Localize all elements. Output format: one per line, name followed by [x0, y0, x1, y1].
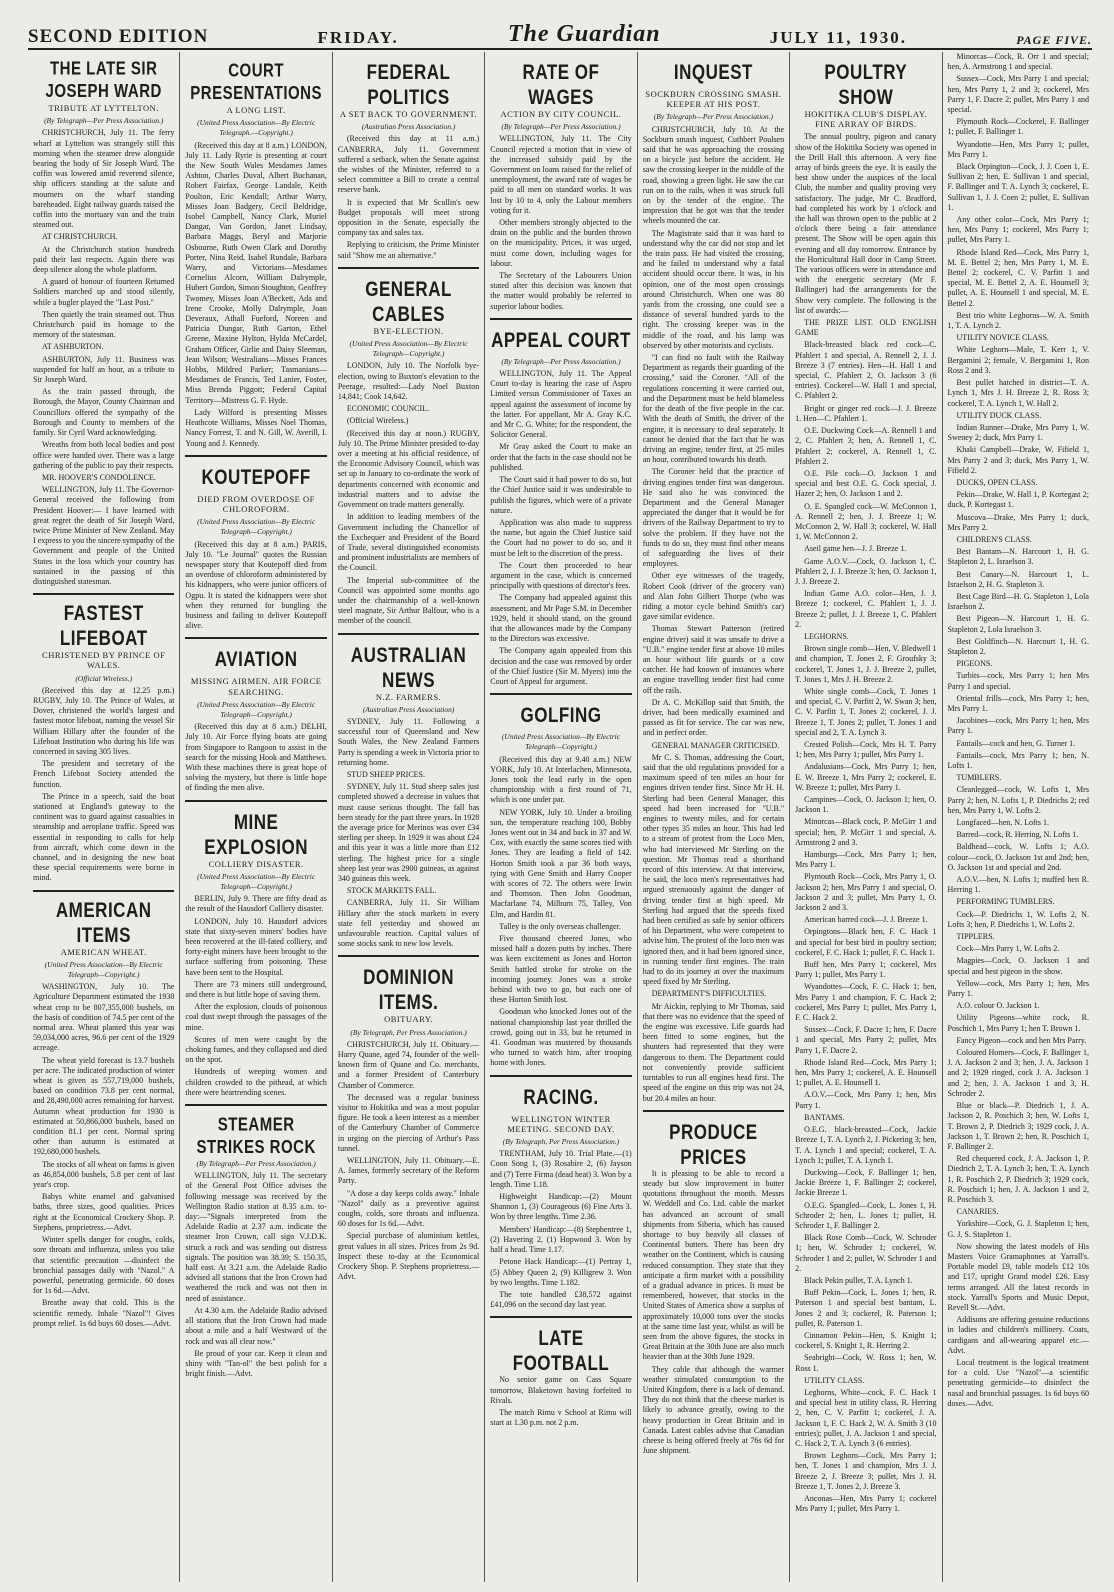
article-paragraph: Mr C. S. Thomas, addressing the Court, said that the old regulations provided for a maximum speed of ten miles an hour for engines driven tender first. Since Mr H. H. Sterling had been General Manager, this speed had been increased for "U.B." engines to twenty miles, and for certain other types 35 miles an hour. This had led to a stream of protest from the Loco Men, who had interviewed Mr Sterling on the question. Mr Thomas read a shorthand record of this interview. At that interview, he said, the loco men's representatives had argued strenuously against the danger of driving tender first at high speed. Mr Sterling had argued that the speeds fixed had been certified as safe by senior officers of his Department, who were competent to advise him. The protest of the loco men was ignored then, and it had been ignored since, in running tender first engines. The train had to do its journey at over the maximum speed fixed by Mr Sterling. — [642, 752, 785, 987]
day-label: FRIDAY. — [317, 28, 399, 47]
article-paragraph: CANBERRA, July 11. Sir William Hillary after the stock markets in every state fell yesterday and showed an unfavourable reaction. Capital values of some stocks sank to new low levels. — [337, 898, 480, 949]
article-paragraph: (Received this day at 8 a.m.) LONDON, July 11. Lady Ryrie is presenting at court the New South Wales Mesdames James Ashton, Charles Duval, Albert Buchanan, Robert Fairfax, George Landale, Keith Poulton, Eric Kendall; Arthur Warry, Misses Joan Badgery, Cecil Beldridge, Isobel Campbell, Nancy Clark, Muriel Dangar, Van Gordon, Janet Lindsay, Barbara Maggs, Beryl and Marjorie Osbourne, Ruth Owen Clark and Dorothy Porter, Nina Reid, Isabel Rundale, Barbara Warry, and Victorians—Mesdames Cornelius Alcorn, William Dalrymple, Hubert Gordon, Simon Stoughton, Geoffrey Twomey, Misses Joan A'Beckett, Ada and Irene Crooke, Molly Dalrymple, Joan Deveraux, Athall Fueford, Noreen and Patricia Dungar, Ruth Garton, Ethel Greene, Maxine Hylton, Hylda McCardel, Graham Officer, Girlie and Daisy Sleeman, Jean Wilson; Westralians—Misses Frances Hobbs, Mildred Parker; Tasmanians—Mesdames de Francis, Ted Lanier, Foster, Miss Brenda Piggott; Federal Capital Territory—Mistress G. F. Hyde. — [185, 140, 327, 405]
article — [948, 52, 1089, 1409]
article-paragraph: Black Rose Comb—Cock, W. Schroder 1; hen, W. Schroder 1; cockerel, W. Schroder 1 and 2; pullet, W. Schroder 1 and 2. — [795, 1233, 937, 1273]
article-paragraph: NEW YORK, July 10. Under a broiling sun, the temperature reaching 100, Bobby Jones went out in 34 and back in 37 and W. Cox, with exactly the same scores tied with Jones. They are leading a field of 142. Horton Smith took a par 36 both ways, tying with Gene Smith and Harry Cooper with scores of 72. The others were Irwin and Thomson. Then John Goodman, Macfarlane 74, Milburn 75, Talley, Von Elm, and Hardin 81. — [490, 807, 632, 919]
article-paragraph: TRENTHAM, July 10. Trial Plate.—(1) Coon Song 1, (3) Rosabire 2, (6) Jayson and (7) Terre Firma (dead heat) 3. Won by a length. Time 1.18. — [490, 1149, 632, 1189]
article-paragraph: As the train passed through, the Borough, the Mayor, County Chairman and Councillors offered the sympathy of the Borough and County to members of the family. Sir Cyril Ward acknowledging. — [33, 387, 175, 438]
article-subhead: HOKITIKA CLUB'S DISPLAY. FINE ARRAY OF BIRDS. — [804, 109, 928, 130]
article-paragraph: "A dose a day keeps colds away." Inhale "Nazol" daily as a preventive against coughs, colds, sore throats and influenza. 60 doses for 1s 6d.—Advt. — [337, 1188, 480, 1229]
article-paragraph: Indian Game A.O. color—Hen, J. J. Breeze 1; cockerel, C. Pfahlert 1, J. J. Breeze 2; pullet, J. J. Breeze 1, C. Pfahlert 2. — [795, 589, 937, 629]
article-paragraph: Andalusians—Cock, Mrs Parry 1; hen, E. W. Breeze 1, Mrs Parry 2; cockerel, E. W. Breeze 1; pullet, Mrs Parry 1. — [795, 762, 937, 792]
article-paragraph: Best Cage Bird—H. G. Stapleton 1, Lola Israelson 2. — [947, 591, 1089, 612]
article-paragraph: White single comb—Cock, T. Jones 1 and special, C. V. Parfitt 2, W. Swan 3; hen, C. V. Parfitt 1, T. Jones 2; cockerel, J. J. Breeze 1, T. Jones 2; pullet, T. Jones 1 and special and 2, T. A. Lynch 3. — [795, 686, 937, 737]
article-paragraph: Buff Pekin—Cock, L. Jones 1; hen, R. Paterson 1 and special best bantam, L. Jones 2 and 3; cockerel, R. Paterson 1; pullet, R. Paterson 1. — [795, 1288, 937, 1328]
article-paragraph: Muscova—Drake, Mrs Parry 1; duck, Mrs Parry 2. — [947, 512, 1089, 532]
article-subhead: WELLINGTON WINTER MEETING. SECOND DAY. — [507, 1113, 615, 1134]
article-paragraph: The wheat yield forecast is 13.7 bushels per acre. The indicated production of winter wheat is given as 557,719,000 bushels, based on condition 73.8 per cent normal, and 28,490,000 acres remaining for harvest. Autumn wheat production for 1930 is estimated at 50,866,000 bushels, based on condition 81.1 per cent. Normal spring other than autumn is estimated at 192,680,000 bushels. — [33, 1055, 175, 1157]
article-paragraph: Baldhead—cock, W. Lofts 1; A.O. colour—cock, O. Jackson 1st and 2nd; hen, O. Jackson 1st and special and 2nd. — [947, 842, 1089, 872]
newspaper-column — [28, 52, 180, 1582]
article-paragraph: The Prince in a speech, said the boat stationed at England's gateway to the continent was to guard against casualties in steamship and aeroplane traffic. Speed was essential in responding to calls for help from aircraft, which come down in the channel, and in designing the new boat these special requirements were borne in mind. — [33, 791, 175, 883]
article-paragraph: UTILITY DUCK CLASS. — [956, 410, 1042, 420]
article-paragraph: Local treatment is the logical treatment for a cold. Use "Nazol"—a scientific penetrating germicide—to disinfect the nasal and bronchial passages. 1s 6d buys 60 doses.—Advt. — [947, 1357, 1089, 1408]
article-paragraph: Petone Hack Handicap:—(1) Pertray 1, (5) Abbey Queen 2, (9) Killigrew 3. Won by two lengths. Time 1.182. — [490, 1257, 632, 1287]
article-paragraph: Dr A. C. McKillop said that Smith, the driver, had been medically examined and passed as fit for service. The car was new, and in perfect order. — [642, 697, 785, 738]
article-paragraph: CHILDREN'S CLASS. — [956, 534, 1032, 544]
article-paragraph: The match Rimu v School at Rimu will start at 1.30 p.m. not 2 p.m. — [490, 1407, 632, 1428]
article-paragraph: THE PRIZE LIST. OLD ENGLISH GAME — [795, 318, 937, 338]
article-paragraph: Minorcas—Cock, R. Orr 1 and special; hen, A. Armstrong 1 and special. — [947, 52, 1089, 72]
article-paragraph: At 4.30 a.m. the Adelaide Radio advised all stations that the Iron Crown had made about a mile and a half Westward of the rock and was all clear now." — [185, 1305, 327, 1346]
article-divider — [490, 318, 631, 320]
article-subhead: OBITUARY. — [384, 1014, 434, 1025]
article-credit: (By Telegraph—Per Press Association.) — [44, 116, 164, 126]
article-paragraph: Oriental frills—cock, Mrs Parry 1; hen, Mrs Parry 1. — [947, 693, 1089, 713]
article-paragraph: The deceased was a regular business visitor to Hokitika and was a most popular figure. He took a keen interest as a member of the Canterbury Chamber of Commerce in urging on the piercing of Arthur's Pass tunnel. — [337, 1092, 480, 1153]
article-paragraph: Khaki Campbell—Drake, W. Fifield 1, Mrs Parry 2 and 3; duck, Mrs Parry 1, W. Fifield 2. — [947, 445, 1089, 475]
article-paragraph: It is pleasing to be able to record a steady but slow improvement in butter quotations throughout the month. Messrs W. Weddell and Co. Ltd. cable the market has advanced an account of small shipments from Siberia, which has caused shortage to buy heavily all classes of Continental butters. There has been dry weather on the Continent, which is causing reduced consumption. They state that they anticipate a firm market with a possibility of a gradual advance in prices. It must be remembered, however, that stocks in the United States of America show a surplus of approximately 10,000 tons over the stocks at the same time last year, whilst as will be seen from the above figures, the stocks in Great Britain at the 30th June are also much heavier than at the 30th June 1929. — [642, 1168, 785, 1362]
article — [185, 1104, 326, 1379]
article-paragraph: American barred cock—J. J. Breeze 1. — [804, 915, 928, 925]
article-paragraph: Highweight Handicap:—(2) Mount Shannon 1, (3) Courageous (6) Fine Arts 3. Won by three lengths. Time 2.36. — [490, 1192, 632, 1222]
article-headline: AUSTRALIAN NEWS — [350, 642, 467, 692]
article-paragraph: SYDNEY, July 11. Following a successful tour of Queensland and New South Wales, the New Zealand Farmers Party is spending a week in Victoria prior to returning home. — [337, 716, 480, 767]
article-paragraph: The Secretary of the Labourers Union stated after this decision was known that the matter would probably be referred to superior labour bodies. — [490, 271, 632, 311]
article-paragraph: Mr Gray asked the Court to make an order that the facts in the case should not be published. — [490, 442, 632, 472]
edition-label: SECOND EDITION — [28, 26, 209, 47]
newspaper-column — [485, 52, 637, 1582]
article-credit: (United Press Association—By Electric Telegraph—Copyright.) — [197, 871, 316, 891]
article-headline: GOLFING — [520, 703, 602, 727]
article-paragraph: Utility Pigeons—white cock, R. Poschich 1, Mrs Parry 1; hen T. Brown 1. — [947, 1013, 1089, 1033]
article-paragraph: Lady Wilford is presenting Misses Heathcote Williams, Misses Noel Thomas, Nancy Forrest, T. and N. Gill, W. Averill, I. Young and J. Kennedy. — [185, 407, 327, 448]
article-paragraph: After the explosion, clouds of poisonous coal dust swept through the passages of the mine. — [185, 1002, 327, 1032]
article-paragraph: Wreaths from both local bodies and post office were handed over. There was a large gathering of the public to pay their respects. — [33, 440, 175, 470]
article-paragraph: Blue or black—P. Diedrich 1, J. A. Jackson 2, R. Poschich 3; hen, W. Lofts 1, T. Brown 2, P. Diedrich 3; 1929 cock, J. A. Jackson 1, T. Brown 2; hen, R. Poschich 1, F. Ballinger 2. — [947, 1101, 1089, 1151]
article-paragraph: The Magistrate said that it was hard to understand why the car did not stop and let the train pass. He had visited the crossing, and he failed to understand why a fatal accident should occur there. It was, in his opinion, one of the most open crossings around Christchurch. When one was 80 yards from the crossing, one could see a distance of several hundred yards to the right. The crossing keeper was in the middle of the road, and his lamp was observed by other motorists and cyclists. — [642, 228, 785, 350]
article-paragraph: WELLINGTON, July 11. The Governor-General received the following from President Hoover:— I have learned with great regret the death of Sir Joseph Ward, twice Prime Minister of New Zealand. May I express to you the sincere sympathy of the Government and people of the United States in the loss which your country has sustained in the passing of this distinguished statesman. — [33, 485, 175, 586]
article-divider — [490, 1316, 631, 1318]
article-headline: RACING. — [523, 1084, 599, 1109]
article-credit: (By Telegraph, Per Press Association.) — [350, 1027, 467, 1037]
article-credit: (United Press Association—By Electric Telegraph—Copyright.) — [349, 339, 468, 359]
article-paragraph: (Received this day at 9.40 a.m.) NEW YORK, July 10. At Interlachen, Minnesota, Jones took the lead early in the open championship with a first round of 71, which is one under par. — [490, 754, 632, 805]
article-credit: (By Telegraph—Per Press Association.) — [653, 112, 774, 122]
article-paragraph: ECONOMIC COUNCIL. — [346, 404, 430, 414]
article — [33, 593, 174, 883]
article-divider — [338, 633, 479, 635]
article-paragraph: Turbits—cock, Mrs Parry 1; hen Mrs Parry 1 and special. — [947, 671, 1089, 691]
article-credit: (United Press Association—By Electric Telegraph.—Copyright.) — [197, 118, 316, 138]
article-paragraph: Fantails—cock and hen, G. Turner 1. — [956, 738, 1076, 748]
article-divider — [185, 1104, 326, 1106]
article-subhead: ACTION BY CITY COUNCIL. — [500, 109, 622, 119]
article-paragraph: Hundreds of weeping women and children crowded to the pithead, at which there were heartrending scenes. — [185, 1067, 327, 1097]
article-paragraph: MR. HOOVER'S CONDOLENCE. — [42, 472, 156, 482]
article-divider — [643, 1110, 784, 1112]
article-paragraph: The Coroner held that the practice of driving engines tender first was dangerous. He said also he was convinced the Department and the General Manager appreciated the danger that it would be for drivers of the Railway Department to try to solve the problem. If they have not the funds to do so, they must find other means of safeguarding the lives of their employees. — [642, 467, 785, 569]
article-headline: AMERICAN ITEMS — [55, 897, 152, 947]
article-paragraph: Cinnamon Pekin—Hen, S. Knight 1; cockerel, S. Knight 1, R. Herring 2. — [795, 1330, 937, 1351]
article-paragraph: Orpingtons—Black hen, F. C. Hack 1 and special for best bird in poultry section; cockerel, F. C. Hack 1; pullet, F. C. Hack 1. — [795, 927, 937, 957]
article-paragraph: Mr Aickin, replying to Mr Thomas, said that there was no evidence that the speed of the engine was excessive. Life guards had been fitted to some engines, but the shunters had represented that they were dangerous to them. The Department could not conveniently provide sufficient turntables to run all engines head first. The speed of the engine on this trip was not 24, but 20.4 miles an hour. — [642, 1001, 785, 1103]
article-paragraph: Any other color—Cock, Mrs Parry 1; hen, Mrs Parry 1; cockerel, Mrs Parry 1; pullet, Mrs Parry 1. — [947, 215, 1089, 245]
article-subhead: COLLIERY DISASTER. — [208, 858, 304, 869]
article-subhead: AMERICAN WHEAT. — [60, 946, 147, 957]
article-paragraph: Black Orpington—Cock, J. J. Coen 1, E. Sullivan 2; hen, E. Sullivan 1 and special, F. Ballinger and T. A. Lynch 3; cockerel, E. Sullivan 1, J. J. Coen 2; pullet, E. Sullivan 1. — [947, 162, 1089, 212]
article-paragraph: Scores of men were caught by the choking fumes, and they collapsed and died on the spot. — [185, 1034, 327, 1065]
article-paragraph: Brown Leghorn—Cock, Mrs Parry 1; hen, T. Jones 1 and champion, Mrs J. J. Breeze 2, J. Breeze 3; pullet, Mrs J. H. Breeze 1, T. Jones 2, J. Breeze 3. — [795, 1451, 937, 1491]
article-paragraph: Seabright—Cock, W. Ross 1; hen, W. Ross 1. — [795, 1353, 937, 1373]
article-paragraph: Replying to criticism, the Prime Minister said "Show me an alternative." — [337, 240, 480, 260]
article-paragraph: Coloured Homers—Cock, F. Ballinger 1, J. A. Jackson 2 and 3; hen, J. A. Jackson 1 and 2; 1929 ringed, cock J. A. Jackson 1 and 2; hen, J. A. Jackson 1 and 3, H. Schroder 2. — [947, 1048, 1089, 1098]
article-paragraph: WELLINGTON, July 11. Obituary.—E. A. James, formerly secretary of the Reform Party. — [337, 1156, 480, 1186]
article-paragraph: (Received this day at 12.25 p.m.) RUGBY, July 10. The Prince of Wales, at Dover, christened the world's largest and fastest motor lifeboat, naming the vessel Sir William Hillary after the founder of the Lifeboat Institution who during his life was concerned in saving 305 lives. — [33, 685, 175, 756]
article-subhead: MISSING AIRMEN. AIR FORCE SEARCHING. — [190, 676, 322, 697]
article-paragraph: Sussex—Cock, F. Dacre 1; hen, F. Dacre 1 and special, Mrs Parry 2; pullet, Mrs Parry 1, F. Dacre 2. — [795, 1025, 937, 1055]
article-paragraph: Breathe away that cold. This is the scientific remedy. Inhale "Nazol"! Gives prompt relief. 1s 6d buys 60 doses.—Advt. — [33, 1298, 175, 1328]
article-subhead: DIED FROM OVERDOSE OF CHLOROFORM. — [197, 493, 315, 514]
article-paragraph: BANTAMS. — [804, 1112, 845, 1122]
article — [795, 60, 936, 1514]
article-paragraph: The Imperial sub-committee of the Council was appointed some months ago under the chairmanship of a well-known steel magnate, Sir Arthur Balfour, who is a member of the council. — [337, 575, 480, 626]
article-paragraph: Crested Polish—Cock, Mrs H. T. Parry 1; hen, Mrs Parry 1; pullet, Mrs Parry 1. — [795, 739, 937, 760]
article-divider — [490, 1075, 631, 1077]
article-divider — [33, 593, 174, 595]
article-paragraph: O.E.G. Spangled—Cock, L. Jones 1, H. Schroder 2; hen, L. Jones 1; pullet, H. Schroder 1, F. Ballinger 2. — [795, 1200, 937, 1230]
article-paragraph: (Official Wireless.) — [346, 416, 409, 426]
article-subhead: TRIBUTE AT LYTTELTON. — [48, 103, 159, 113]
article-paragraph: PIGEONS. — [956, 659, 993, 669]
article-headline: APPEAL COURT — [491, 327, 631, 352]
article-paragraph: Yellow—cock, Mrs Parry 1; hen, Mrs Parry 1. — [947, 978, 1089, 999]
article-headline: INQUEST — [673, 60, 753, 84]
article-credit: (By Telegraph—Per Press Association.) — [501, 356, 621, 366]
article-paragraph: SYDNEY, July 11. Stud sheep sales just completed showed a decrease in values that must cause serious thought. The fall has been steady for the past three years. In 1928 the average price for Merinos was over £34 sterling per sheep. In 1929 it was about £24 and this year it was a little more than £12 sterling. The highest price for a single sheep last year was 2900 guineas, as against 340 guineas this week. — [337, 782, 480, 883]
newspaper-column — [790, 52, 942, 1582]
article-paragraph: There are 73 miners still underground, and there is but little hope of saving them. — [185, 979, 327, 1000]
article-paragraph: Then quietly the train steamed out. Thus Christchurch paid its homage to the memory of the statesman. — [33, 309, 175, 340]
article-paragraph: Buff hen, Mrs Parry 1; cockerel, Mrs Parry 1; pullet, Mrs Parry 1. — [795, 960, 937, 980]
article-subhead: BYE-ELECTION. — [373, 325, 444, 336]
article — [185, 637, 326, 793]
article-paragraph: Wyandotte—Hen, Mrs Parry 1; pullet, Mrs Parry 1. — [947, 139, 1089, 159]
article-divider — [185, 455, 326, 457]
article-paragraph: O.E. Duckwing Cock—A. Rennell 1 and 2, C. Pfahlert 3; hen, A. Rennell 1, C. Pfahlert 2; cockerel, A. Rennell 1, C. Pfahlert 2. — [795, 426, 937, 466]
article-paragraph: Barred—cock, R. Herring, N. Lofts 1. — [956, 830, 1079, 840]
article-paragraph: Thomas Stewart Patterson (retired engine driver) said it was unsafe to drive a "U.B." engine tender first at above 10 miles an hour without life guards or a cow catcher. He had known of instances where an engine travelling tender first had come off the rails. — [642, 624, 785, 695]
article-paragraph: Best Bantam—N. Harcourt 1, H. G. Stapleton 2, L. Israelson 3. — [947, 547, 1089, 567]
article-paragraph: Fantails—cock, Mrs Parry 1; hen, N. Lofts 1. — [947, 750, 1089, 770]
article-paragraph: Best Pigeon—N. Harcourt 1, H. G. Stapleton 2, Lola Israelson 3. — [947, 614, 1089, 634]
article-paragraph: No senior game on Cass Square tomorrow, Blaketown having forfeited to Rivals. — [490, 1375, 632, 1405]
article-credit: (United Press Association—By Electric Telegraph—Copyright.) — [197, 699, 316, 719]
article-paragraph: Winter spells danger for coughs, colds, sore throats and influenza, unless you take that scientific precaution —disinfect the bronchial passages daily with "Nazol." A powerful, penetrating germicide. 60 doses for 1s 6d.—Advt. — [33, 1235, 175, 1296]
article-paragraph: They cable that although the warmer weather stimulated consumption to the United Kingdom, there is a lack of demand. They do not think that the cheese market is likely to advance greatly, owing to the heavy production in Great Britain and in Canada. Latest cables advise that Canadian cheese is being offered freely at 76s 6d for June shipment. — [642, 1364, 785, 1456]
article-paragraph: WELLINGTON, July 11. The City Council rejected a motion that in view of the increased subsidy paid by the Government on loans raised for the relief of unemployment, the award rate of wages be paid to all men on standard works. It was lost by 10 to 4, only the Labour members voting for it. — [490, 134, 632, 215]
article-headline: COURT PRESENTATIONS — [190, 60, 323, 104]
article — [643, 60, 784, 1104]
article-paragraph: (Received this day at 11 a.m.) CANBERRA, July 11. Government suffered a setback, when the Senate against the wishes of the Minister, referred to a select committee a Bill to create a central reserve bank. — [337, 134, 480, 195]
article-paragraph: AT CHRISTCHURCH. — [42, 232, 118, 242]
article-paragraph: CHRISTCHURCH, July 10. At the Sockburn smash inquest, Cuthbert Poulsen said that he was approaching the crossing on a bicycle just before the accident. He saw the crossing keeper in the middle of the road, showing a green light. He saw the car run on to the rails, when it was struck full on by the tender of the engine. The impression that he got was that the tender wheels mounted the car. — [642, 124, 785, 226]
article-headline: STEAMER STRIKES ROCK — [196, 1114, 316, 1158]
article-paragraph: TIPPLERS. — [956, 932, 995, 942]
article-paragraph: Brown single comb—Hen, V. Bledwell 1 and champion, T. Jones 2, F. Groufsky 3; cockerel, T. Jones 1, J. J. Breeze 2, pullet, T. Jones 1, Mrs J. H. Breeze 2. — [795, 644, 937, 684]
article-paragraph: Plymouth Rock—Cock, Mrs Parry 1, O. Jackson 2; hen, Mrs Parry 1 and special, O. Jackson 2 and 3; pullet, Mrs Parry 1, O. Jackson 2 and 3. — [795, 872, 937, 913]
article-paragraph: A.O.V.—hen, N. Lofts 1; muffed hen R. Herring 1. — [947, 875, 1089, 895]
article-paragraph: Other eye witnesses of the tragedy, Robert Cook (driver of the grocery van) and Alan John Gilbert Thorpe (who was riding a motor cycle behind Smith's car) gave similar evidence. — [642, 571, 785, 622]
article-paragraph: A guard of honour of fourteen Returned Soldiers marched up and stood silently, while a bugler played the "Last Post." — [33, 277, 175, 307]
article-paragraph: Duckwing—Cock, F. Ballinger 1; hen, Jackie Breeze 1, F. Ballinger 2; cockerel, Jackie Breeze 1. — [795, 1167, 937, 1198]
article-paragraph: Black-breasted black red cock—C. Pfahlert 1 and special, A. Rennell 2, J. J. Breeze 3 (7 entries). Hen—H. Hall 1 and special, C. Pfahlert 2, O. Jackson 3 (6 entries). Cockerel—W. Hall 1 and special, C. Pfahlert 2. — [795, 340, 937, 401]
article-divider — [338, 267, 479, 269]
article-paragraph: Special purchase of aluminium kettles, great values in all sizes. Prices from 2s 9d. Inspect these to-day at the Economical Crockery Shop. P. Stephens proprietress.—Advt. — [337, 1231, 480, 1282]
article — [185, 455, 326, 632]
article-subhead: SOCKBURN CROSSING SMASH. KEEPER AT HIS POST. — [645, 89, 782, 110]
article-paragraph: UTILITY CLASS. — [804, 1375, 865, 1385]
article-paragraph: Game A.O.V.—Cock, O. Jackson 1, C. Pfahlert 2, J. J. Breeze 3; hen, O. Jackson 1, J. J. Breeze 2. — [795, 556, 937, 586]
article-paragraph: Application was also made to suppress the name, but again the Chief Justice said the Court had no power to do so, and it must be left to the discretion of the press. — [490, 517, 632, 558]
article-headline: THE LATE SIR JOSEPH WARD — [45, 58, 162, 102]
article-paragraph: Best Goldfinch—N. Harcourt 1, H. G. Stapleton 2. — [947, 636, 1089, 656]
article-subhead: CHRISTENED BY PRINCE OF WALES. — [42, 650, 166, 671]
article-paragraph: (Received this day at 8 a.m.) PARIS, July 10. "Le Journal" quotes the Russian newspaper story that Koutepoff died from an overdose of chloroform administered by his kidnappers, who were junior officers of Ogpu. It is stated the kidnappers were shot when they returned for bungling the business and failing to deliver Koutepoff alive. — [185, 539, 327, 631]
article-paragraph: Best trio white Leghorns—W. A. Smith 1, T. A. Lynch 2. — [947, 310, 1089, 331]
article-paragraph: Babys white enamel and galvanised baths, three sizes, good qualities. Prices right at the Economical Crockery Shop. P. Stephens, proprietress.—Advt. — [33, 1192, 175, 1232]
article — [490, 60, 631, 312]
article-paragraph: White Leghorn—Male, T. Kerr 1, V. Bergamini 2; female, V. Bergamini 1, Ron Ross 2 and 3. — [947, 345, 1089, 375]
article-paragraph: A.O.V.—Cock, Mrs Parry 1; hen, Mrs Parry 1. — [795, 1090, 937, 1110]
article-paragraph: Fancy Pigeon—cock and hen Mrs Parry. — [956, 1035, 1087, 1045]
article-paragraph: Longfaced—hen, N. Lofts 1. — [956, 818, 1049, 828]
article-paragraph: AT ASHBURTON. — [42, 342, 104, 352]
article — [33, 890, 174, 1329]
article-headline: GENERAL CABLES — [365, 276, 452, 326]
article-paragraph: Black Pekin pullet, T. A. Lynch 1. — [804, 1275, 913, 1285]
article-paragraph: STUD SHEEP PRICES. — [346, 769, 426, 779]
article-paragraph: WELLINGTON, July 11. The Appeal Court to-day is hearing the case of Aspro Limited versus Commissioner of Taxes an appeal against the assessment of income by the latter. For appellant, Mr A. Gray K.C. and Mr C. G. White; for the respondent, the Solicitor General. — [490, 369, 632, 440]
article-credit: (Australian Press Association) — [362, 704, 455, 714]
article-headline: PRODUCE PRICES — [669, 1119, 758, 1169]
article-paragraph: "I can find no fault with the Railway Department as regards their guarding of the crossing," said the Coroner. "All of the regulations concerning it were carried out, and the Department must be held blameless for the death of the five people in the car. With the death of Smith, the driver of the engine, it is necessary to deal separately. It cannot be denied that the fact that he was driving an engine, tender first, at 25 miles an hour, contributed towards his death. — [642, 353, 785, 465]
article-paragraph: The president and secretary of the French Lifeboat Society attended the function. — [33, 759, 175, 789]
article-paragraph: Plymouth Rock—Cockerel, F. Ballinger 1; pullet, F. Ballinger 1. — [947, 117, 1089, 137]
article-paragraph: Best Canary—N. Harcourt 1, L. Israelson 2, H. G. Stapleton 3. — [947, 569, 1089, 589]
article-paragraph: (Received this day at noon.) RUGBY, July 10. The Prime Minister presided to-day over a meeting at his official residence, of the Economic Advisory Council, which was set up in January to co-ordinate the work of departments concerned with economic and industrial matters and to advise the Government on trade matters generally. — [337, 428, 480, 510]
article-divider — [33, 890, 174, 892]
article-paragraph: The annual poultry, pigeon and canary show of the Hokitika Society was opened in the Drill Hall this afternoon. A very fine array of birds greets the eye. It is easily the best show under the auspices of the local Club, the number and quality proving very satisfactory. The judge, Mr C. Bradford, had completed his work by 1 o'clock and the hall was thrown open to the public at 2 o'clock there being a fair attendance present. The Show will be open again this evening and all day tomorrow. Entrance by the Horticultural Hall door in Camp Street. The various officers were in attendance and with the energetic secretary (Mr F. Ballinger) had the arrangements for the Show very complete. The following is the list of awards:— — [795, 132, 937, 315]
article-paragraph: (Received this day at 8 a.m.) DELHI, July 10. Air Force flying boats are going from Singapore to Rangoon to assist in the search for the missing Hook and Matthews. With these machines there is great hope of solving the mystery, but there is little hope of finding the men alive. — [185, 722, 327, 793]
article-credit: (Official Wireless.) — [75, 673, 133, 683]
article-paragraph: The Company had appealed against this assessment, and Mr Page S.M. in December 1929, held it should stand, on the ground that the allowances made by the Company to the Directors was excessive. — [490, 593, 632, 644]
newspaper-column — [180, 52, 332, 1582]
page-number-label: PAGE FIVE. — [1016, 33, 1092, 47]
article-paragraph: Campines—Cock, O. Jackson 1; hen, O. Jackson 1. — [795, 795, 937, 815]
article — [490, 1316, 631, 1428]
article-paragraph: Sussex—Cock, Mrs Parry 1 and special; hen, Mrs Parry 1, 2 and 3; cockerel, Mrs Parry 1, F. Dacre 2; pullet, Mrs Parry 1 and special. — [947, 74, 1089, 115]
article-paragraph: GENERAL MANAGER CRITICISED. — [651, 740, 780, 750]
article-paragraph: The Court said it had power to do so, but the Chief Justice said it was undesirable to publish the figures, which were of a private nature. — [490, 475, 632, 515]
article-paragraph: Cock—Mrs Parry 1, W. Lofts 2. — [956, 944, 1060, 954]
article — [338, 60, 479, 261]
article — [338, 633, 479, 950]
article — [338, 955, 479, 1282]
article-credit: (United Press Association—By Electric Telegraph—Copyright.) — [44, 959, 163, 980]
newspaper-column — [333, 52, 485, 1582]
newspaper-column — [943, 52, 1094, 1582]
article-paragraph: Minorcas—Black cock, P. McGirr 1 and special; hen, P. McGirr 1 and special, A. Armstrong 2 and 3. — [795, 817, 937, 847]
article-paragraph: Magpies—Cock, O. Jackson 1 and special and best pigeon in the show. — [947, 956, 1089, 976]
article-paragraph: Yorkshire—Cock, G. J. Stapleton 1; hen, G. J. S. Stapleton 1. — [947, 1219, 1089, 1239]
article-paragraph: LONDON, July 10. Hausdorf advices state that sixty-seven miners' bodies have been recovered at the ill-fated colliery, and forty-eight miners have been brought to the surface suffering from poisoning. These have been sent to the Hospital. — [185, 916, 327, 977]
article-paragraph: Five thousand cheered Jones, who missed half a dozen putts by inches. There was keen excitement as Jones and Horton Smith battled stroke for stroke on the incoming journey. Jones was a stroke behind with two to go, but each one of these Horton Smith lost. — [490, 934, 632, 1005]
article — [490, 318, 631, 687]
article-paragraph: O.E.G. black-breasted—Cock, Jackie Breeze 1, T. A. Lynch 2, J. Pickering 3; hen, T. A. Lynch 1 and special; cockerel, T. A. Lynch 1; pullet, T. A. Lynch 1. — [795, 1125, 937, 1165]
article-paragraph: CHRISTCHURCH, July 11. The ferry wharf at Lyttelton was strangely still this morning when the steamer drew alongside bearing the body of Sir Joseph Ward. The coffin was lowered amid reverend silence, ship officers standing at the salute and mourners on the wharf standing bareheaded. Eight railway guards raised the coffin into the mortuary van and the train steamed out. — [33, 128, 175, 230]
article-paragraph: Anconas—Hen, Mrs Parry 1; cockerel Mrs Parry 1; pullet, Mrs Parry 1. — [795, 1494, 937, 1514]
article-divider — [338, 955, 479, 957]
article-paragraph: Red chequered cock, J. A. Jackson 1, P. Diedrich 2, T. A. Lynch 3; hen, T. A. Lynch 1, R. Poschich 2, P. Diedrich 3; 1929 cock, R. Poschich 1; hen, J. A. Jackson 1 and 2, R. Poschich 3. — [947, 1154, 1089, 1204]
article-paragraph: TUMBLERS. — [956, 773, 1002, 783]
article-headline: LATE FOOTBALL — [512, 1326, 610, 1376]
article-paragraph: The Company again appealed from this decision and the case was removed by order of the Chief Justice (Sir M. Myers) into the Court of Appeal for argument. — [490, 646, 632, 686]
article-paragraph: Be proud of your car. Keep it clean and shiny with "Tan-ol" the best polish for a bright finish.—Advt. — [185, 1348, 327, 1379]
article-paragraph: PERFORMING TUMBLERS. — [956, 897, 1055, 907]
article-divider — [490, 693, 631, 695]
article — [643, 1110, 784, 1457]
article-paragraph: Bright or ginger red cock—J. J. Breeze 1. Hen—C. Pfahlert 1. — [795, 403, 937, 423]
article-paragraph: CANARIES. — [956, 1207, 999, 1217]
article-subhead: A SET BACK TO GOVERNMENT. — [339, 109, 478, 119]
article — [185, 800, 326, 1098]
newspaper-column — [638, 52, 790, 1582]
article-credit: (By Telegraph—Per Press Association.) — [501, 122, 621, 132]
article-paragraph: O. E. Spangled cock—W. McConnon 1, A. Rennell 2; hen, J. J. Breeze 1; W. McConnon 2, W. Hall 3; cockerel, W. Hall 1, W. McConnon 2. — [795, 501, 937, 542]
article-divider — [185, 800, 326, 802]
article-credit: (Australian Press Association.) — [361, 122, 456, 132]
article-paragraph: In addition to leading members of the Government including the Chancellor of the Exchequer and President of the Board of Trade, several distinguished economists and prominent industrialists are members of the Council. — [337, 512, 480, 573]
article-divider — [185, 637, 326, 639]
article-paragraph: Members' Handicap:—(8) Stephentree 1, (2) Havering 2, (1) Hopwood 3. Won by half a head. Time 1.17. — [490, 1224, 632, 1255]
article-subhead: N.Z. FARMERS. — [375, 691, 442, 702]
article-paragraph: ASHBURTON, July 11. Business was suspended for half an hour, as a tribute to Sir Joseph Ward. — [33, 354, 175, 385]
article-paragraph: DUCKS, OPEN CLASS. — [956, 477, 1038, 487]
article — [338, 267, 479, 627]
article-paragraph: CHRISTCHURCH, July 11. Obituary.—Harry Quane, aged 74, founder of the well-known firm of Quane and Co. merchants, and a former President of Canterbury Chamber of Commerce. — [337, 1039, 480, 1090]
article-paragraph: It is expected that Mr Scullin's new Budget proposals will meet strong opposition in the Senate, especially the company tax and sales tax. — [337, 197, 480, 238]
article-paragraph: WASHINGTON, July 10. The Agriculture Department estimated the 1930 wheat crop to be 807,355,000 bushels, on the basis of condition of 74.5 per cent of the normal area. Wheat planted this year was 59,034,000 acres, 96.6 per cent of the 1929 acreage. — [33, 982, 175, 1053]
article-paragraph: Rhode Island Red—Cock, Mrs Parry 1, M. E. Bettel 2; hen, Mrs Parry 1, M. E. Bettel 2; cockerel, C. V. Parfitt 1 and special, M. E. Bettel 2, A. E. Hounsell 3; pullet, A. E. Hounsell 1 and special, M. E. Bettel 2. — [947, 247, 1089, 308]
article-paragraph: Pekin—Drake, W. Hall 1, P. Kortegast 2; duck, P. Kortegast 1. — [947, 490, 1089, 510]
article-headline: AVIATION — [214, 647, 298, 672]
article-paragraph: BERLIN, July 9. There are fifty dead as the result of the Hausdorf Colliery disaster. — [185, 894, 327, 914]
date-label: JULY 11, 1930. — [769, 28, 908, 47]
article-headline: FASTEST LIFEBOAT — [59, 601, 148, 650]
article — [33, 58, 174, 587]
article-headline: KOUTEPOFF — [201, 464, 311, 489]
article-headline: FEDERAL POLITICS — [366, 60, 451, 109]
article-headline: POULTRY SHOW — [824, 60, 908, 109]
article-paragraph: Now showing the latest models of His Masters Voice Gramaphones at Yarrall's. Portable model £9, table models £12 10s and £17, upright Grand model £26. Easy terms arranged. All the latest records in stock. Yarrall's Sports and Music Depot, Revell St.—Advt. — [947, 1241, 1089, 1312]
article-paragraph: Goodman who knocked Jones out of the national championship last year thrilled the crowd, going out in 33, but he returned in 41. Goodman was mustered by thousands who turned to watch him, after trooping home with Jones. — [490, 1007, 632, 1068]
article-headline: MINE EXPLOSION — [204, 809, 308, 859]
article-paragraph: The Court then proceeded to hear argument in the case, which is concerned principally with questions of director's fees. — [490, 560, 632, 591]
article-paragraph: The tote handled £38,572 against £41,096 on the second day last year. — [490, 1289, 632, 1310]
article-paragraph: Aseil game hen—J. J. Breeze 1. — [804, 544, 907, 554]
article-paragraph: LONDON, July 10. The Norfolk bye-election, owing to Buxton's elevation to the Peerage, resulted:—Lady Noel Buxton 14,841; Cook 14,642. — [337, 361, 480, 402]
article-credit: (United Press Association—By Electric Telegraph—Copyright.) — [501, 732, 621, 752]
article — [490, 693, 631, 1069]
article-paragraph: Talley is the only overseas challenger. — [499, 921, 621, 931]
article-paragraph: Leghorns, White—cock, F. C. Hack 1 and special best in utility class, R. Herring 2, hen, C. V. Parfitt 1; cockerel, J. A. Jackson 1, F. C. Hack 2, W. A. Smith 3 (10 entries); pullet, J. A. Jackson 1 and special, C. Hack 2, T. A. Lynch 3 (6 entries). — [795, 1387, 937, 1448]
article-paragraph: Indian Runner—Drake, Mrs Parry 1, W. Sweney 2; duck, Mrs Parry 1. — [947, 422, 1089, 443]
article-paragraph: Best pullet hatched in district—T. A. Lynch 1, Mrs J. H. Breeze 2, R. Ross 3; cockerel, T. A. Lynch 1, W. Hall 2. — [947, 378, 1089, 408]
article-paragraph: DEPARTMENT'S DIFFICULTIES. — [651, 989, 767, 999]
article-paragraph: Addisons are offering genuine reductions in ladies and children's millinery. Coats, cardigans and all-wearing apparel etc.—Advt. — [947, 1315, 1089, 1355]
article-paragraph: STOCK MARKETS FALL. — [346, 886, 437, 896]
article-credit: (By Telegraph, Per Press Association.) — [502, 1137, 620, 1147]
article-paragraph: At the Christchurch station hundreds paid their last respects. Again there was deep silence along the whole platform. — [33, 244, 175, 275]
article — [490, 1075, 631, 1311]
article-paragraph: LEGHORNS. — [804, 631, 849, 641]
article-headline: DOMINION ITEMS. — [363, 965, 454, 1015]
article-paragraph: Rhode Island Red—Cock, Mrs Parry 1; hen, Mrs Parry 1; cockerel, A. E. Hounsell 1; pullet, A. E. Hounsell 1. — [795, 1057, 937, 1088]
article-credit: (By Telegraph—Per Press Association.) — [196, 1159, 316, 1169]
article-paragraph: UTILITY NOVICE CLASS. — [956, 333, 1049, 343]
newspaper-title: The Guardian — [507, 21, 661, 47]
article-paragraph: Cock—P. Diedrichs 1, W. Lofts 2, N. Lofts 3; hen, P. Diedrichs 1, W. Lofts 2. — [947, 909, 1089, 929]
article-paragraph: O.E. Pile cock—O. Jackson 1 and special and best O.E. G. Cock special, J. Hazer 2; hen, O. Jackson 1 and 2. — [795, 468, 937, 499]
article-paragraph: Other members strongly objected to the drain on the public and the burden thrown on the municipality. Prices, it was urged, must come down, including wages for labour. — [490, 218, 632, 268]
article-paragraph: Hamburgs—Cock, Mrs Parry 1; hen, Mrs Parry 1. — [795, 850, 937, 870]
article-paragraph: Cleanlegged—cock, W. Lofts 1, Mrs Parry 2; hen, N. Lofts 1, P. Diedrichs 2; red hen, Mrs Parry 1, W. Lofts 2. — [947, 785, 1089, 815]
article-headline: RATE OF WAGES — [522, 60, 600, 109]
masthead — [28, 22, 1092, 50]
article-paragraph: Wyandottes—Cock, F. C. Hack 1; hen, Mrs Parry 1 and champion, F. C. Hack 2; cockerel, Mrs Parry 1; pullet, Mrs Parry 1, F. C. Hack 2. — [795, 982, 937, 1023]
article-paragraph: WELLINGTON, July 11. The secretary of the General Post Office advises the following message was received by the Wellington Radio station at 8.35 a.m. to-day:—"Signals interpreted from the Adelaide Radio at 2.37 a.m. indicate the steamer Iron Crown, call sign V.J.D.K. struck a rock and was sending out distress signals. The position was 38.39; S. 150.35, half east. At 3.21 a.m. the Adelaide Radio advised all stations that the Iron Crown had weathered the rock and was not then in need of assistance. — [185, 1171, 327, 1303]
article — [185, 60, 326, 449]
column-grid — [28, 52, 1094, 1582]
article-paragraph: A.O. colour O. Jackson 1. — [956, 1001, 1040, 1011]
article-paragraph: Jacobines—cock, Mrs Parry 1; hen, Mrs Parry 1. — [947, 716, 1089, 736]
article-paragraph: The stocks of all wheat on farms is given as 46,854,000 bushels, 5.8 per cent of last year's crop. — [33, 1159, 175, 1190]
article-credit: (United Press Association—By Electric Telegraph—Copyright.) — [197, 517, 316, 537]
article-subhead: A LONG LIST. — [226, 105, 286, 115]
